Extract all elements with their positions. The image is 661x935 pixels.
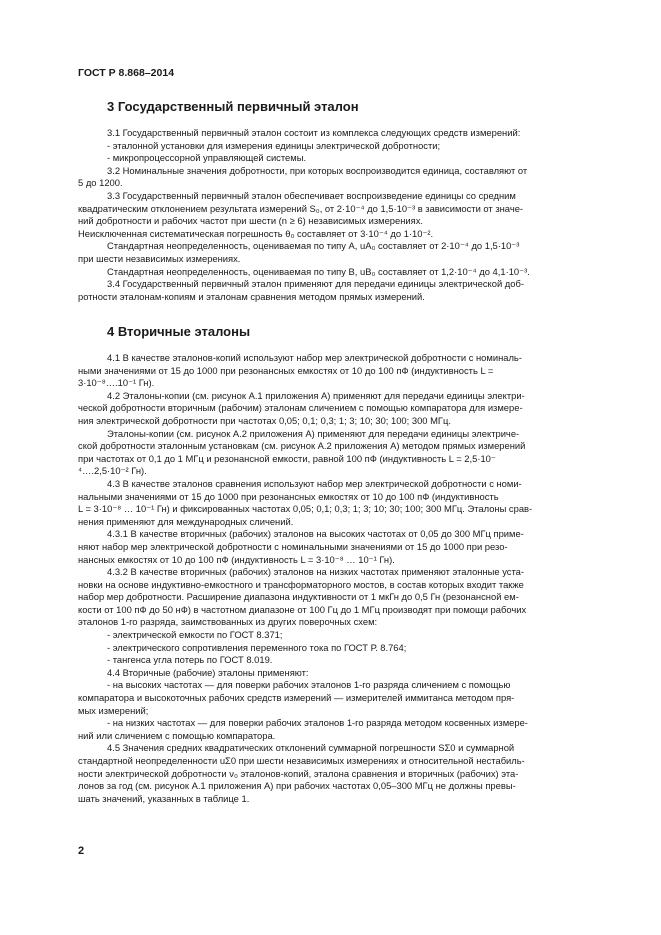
text-line: стандартной неопределенности uΣ0 при шести независимых измерениях и относительной нестабиль- <box>78 755 525 766</box>
text-line: 4.5 Значения средних квадратических отклонений суммарной погрешности SΣ0 и суммарной <box>107 742 515 754</box>
section-3-heading: 3 Государственный первичный эталон <box>107 99 359 114</box>
text-line: 4.4 Вторичные (рабочие) эталоны применяют: <box>107 666 309 678</box>
section-4-body <box>78 352 613 805</box>
text-line: ности электрической добротности ν₀ эталонов-копий, эталона сравнения и вторичных (рабочих) эта- <box>78 767 519 779</box>
text-line: мых измерений; <box>78 704 149 716</box>
text-line: - электрического сопротивления переменного тока по ГОСТ Р. 8.764; <box>107 641 407 653</box>
text-line: Эталоны-копии (см. рисунок А.2 приложения А) применяют для передачи единицы электриче- <box>107 427 520 439</box>
text-line: ния электрической добротности при частотах 0,05; 0,1; 0,3; 1; 3; 10; 30; 100; 300 МГц. <box>78 414 451 426</box>
text-line: набор мер добротности. Расширение диапазона индуктивности от 1 мкГн до 0,5 Гн (резонансной ем- <box>78 591 519 603</box>
text-line: 4.3.1 В качестве вторичных (рабочих) эталонов на высоких частотах от 0,05 до 300 МГц приме- <box>107 528 524 540</box>
text-line: ными значениями от 15 до 1000 при резонансных емкостях от 10 до 100 пФ (индуктивность L = <box>78 364 494 376</box>
text-line: при частотах от 0,1 до 1 МГц и резонансной емкости, равной 100 пФ (индуктивность L = 2,5·10⁻ <box>78 452 496 464</box>
text-line: Стандартная неопределенность, оцениваемая по типу В, uB₀ составляет от 1,2·10⁻⁴ до 4,1·10⁻³. <box>107 265 530 277</box>
text-line: - микропроцессорной управляющей системы. <box>107 152 307 164</box>
text-line: 3.3 Государственный первичный эталон обеспечивает воспроизведение единицы со средним <box>107 189 516 201</box>
text-line: нальными значениями от 15 до 1000 при резонансных емкостях от 10 до 100 пФ (индуктивность <box>78 490 499 502</box>
text-line: няют набор мер электрической добротности с номинальными значениями от 15 до 1000 при резо- <box>78 540 508 552</box>
text-line: ческой добротности вторичным (рабочим) эталонам сличением с помощью компаратора для измере- <box>78 402 523 414</box>
text-line: - на низких частотах — для поверки рабочих эталонов 1-го разряда методом косвенных измере- <box>107 717 528 729</box>
text-line: Неисключенная систематическая погрешность θ₀ составляет от 3·10⁻⁴ до 1·10⁻². <box>78 227 434 239</box>
text-line: 4.3.2 В качестве вторичных (рабочих) эталонов на низких частотах применяют эталонные уста- <box>107 566 524 578</box>
text-line: квадратическим отклонением результата измерений S₀, от 2·10⁻⁴ до 1,5·10⁻³ в зависимости от значе- <box>78 202 524 214</box>
text-line: ⁴….2,5·10⁻² Гн). <box>78 465 147 477</box>
text-line: при шести независимых измерениях. <box>78 252 241 264</box>
text-line: нения применяют для международных сличений. <box>78 515 294 527</box>
text-line: 4.2 Эталоны-копии (см. рисунок А.1 приложения А) применяют для передачи единицы электри- <box>107 389 525 401</box>
section-3-body <box>78 127 613 303</box>
text-line: 5 до 1200. <box>78 177 123 189</box>
text-line: 3.1 Государственный первичный эталон состоит из комплекса следующих средств измерений: <box>107 127 521 138</box>
text-line: 4.3 В качестве эталонов сравнения используют набор мер электрической добротности с номи- <box>107 477 522 489</box>
text-line: L = 3·10⁻⁸ … 10⁻¹ Гн) и фиксированных частотах 0,05; 0,1; 0,3; 1; 3; 10; 30; 100; 300 МГц. Эталоны срав- <box>78 503 533 515</box>
page-number: 2 <box>78 845 85 857</box>
text-line: 3·10⁻⁸….10⁻¹ Гн). <box>78 377 155 389</box>
text-line: - электрической емкости по ГОСТ 8.371; <box>107 629 283 641</box>
text-line: Стандартная неопределенность, оцениваемая по типу А, uA₀ составляет от 2·10⁻⁴ до 1,5·10⁻³ <box>107 240 520 252</box>
text-line: лонов за год (см. рисунок А.1 приложения А) при рабочих частотах 0,05–300 МГц не должны превы- <box>78 780 516 792</box>
text-line: - на высоких частотах — для поверки рабочих эталонов 1-го разряда сличением с помощью <box>107 679 511 691</box>
text-line: кости от 100 пФ до 50 нФ) в частотном диапазоне от 100 Гц до 1 МГц производят при помощи рабочих <box>78 603 527 615</box>
text-line: ской добротности эталонным установкам (см. рисунок А.2 приложения А) методом прямых измерений <box>78 440 526 452</box>
text-line: ний или сличением с помощью компаратора. <box>78 729 276 741</box>
text-line: нансных емкостях от 10 до 100 пФ (индуктивность L = 3·10⁻⁸ … 10⁻¹ Гн). <box>78 553 395 565</box>
text-line: 3.4 Государственный первичный эталон применяют для передачи единицы электрической доб- <box>107 278 524 290</box>
text-line: - тангенса угла потерь по ГОСТ 8.019. <box>107 654 273 666</box>
text-line: ротности эталонам-копиям и эталонам сравнения методом прямых измерений. <box>78 290 425 302</box>
text-line: ний добротности и рабочих частот при шести (n ≥ 6) независимых измерениях. <box>78 215 424 227</box>
document-header: ГОСТ Р 8.868–2014 <box>78 67 175 79</box>
section-4-heading: 4 Вторичные эталоны <box>107 324 251 339</box>
text-line: шать значений, указанных в таблице 1. <box>78 792 250 804</box>
text-line: компаратора и высокоточных рабочих средств измерений — измерителей иммитанса методом пря- <box>78 692 515 704</box>
text-line: - эталонной установки для измерения единицы электрической добротности; <box>107 139 441 151</box>
text-line: 3.2 Номинальные значения добротности, при которых воспроизводится единица, составляют от <box>107 164 528 176</box>
text-line: 4.1 В качестве эталонов-копий используют набор мер электрической добротности с номиналь- <box>107 352 522 363</box>
text-line: эталонов 1-го разряда, заимствованных из других поверочных схем: <box>78 616 378 628</box>
text-line: новки на основе индуктивно-емкостного и трансформаторного мостов, в состав которых входит также <box>78 578 524 590</box>
